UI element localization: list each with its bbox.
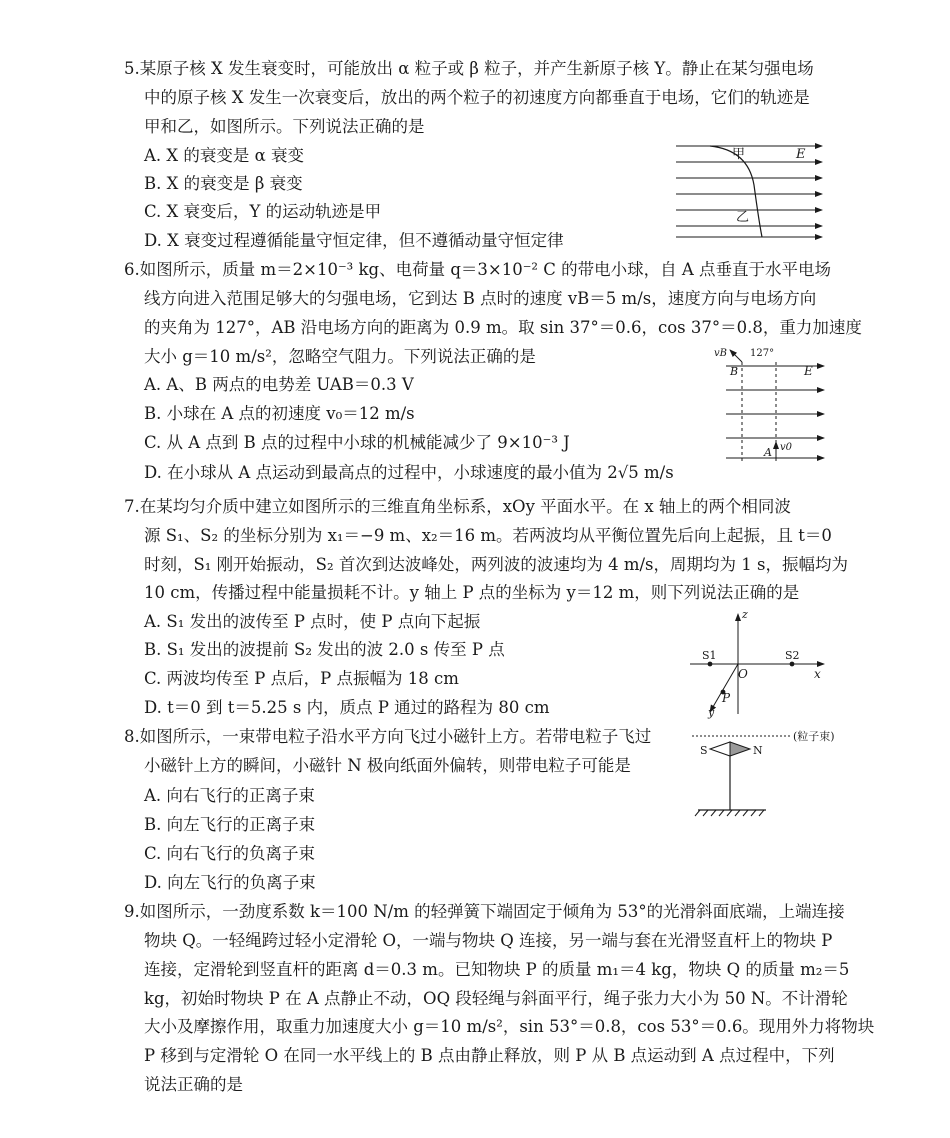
q5-stem-line-1: 5.某原子核 X 发生衰变时，可能放出 α 粒子或 β 粒子，并产生新原子核 Y。静止在某匀强电场 bbox=[124, 59, 814, 78]
label-s1: S1 bbox=[702, 649, 717, 662]
q5-option-a[interactable]: A. X 的衰变是 α 衰变 bbox=[144, 146, 305, 165]
q5-stem-line-3: 甲和乙，如图所示。下列说法正确的是 bbox=[144, 117, 425, 136]
q5-figure bbox=[676, 140, 828, 242]
velocity-b-arrow bbox=[730, 350, 742, 362]
label-jia: 甲 bbox=[732, 147, 746, 162]
label-o: O bbox=[738, 667, 748, 681]
q6-stem-line-3: 的夹角为 127°，AB 沿电场方向的距离为 0.9 m。取 sin 37°＝0.6，cos 37°＝0.8，重力加速度 bbox=[144, 318, 862, 337]
label-a: A bbox=[764, 446, 772, 459]
label-e: E bbox=[796, 147, 806, 162]
q5-option-b[interactable]: B. X 的衰变是 β 衰变 bbox=[144, 174, 303, 193]
label-n: N bbox=[753, 744, 763, 757]
label-s: S bbox=[700, 744, 708, 757]
q9-stem-line-1: 9.如图所示，一劲度系数 k＝100 N/m 的轻弹簧下端固定于倾角为 53°的光滑斜面底端，上端连接 bbox=[124, 902, 845, 921]
q7-stem-line-1: 7.在某均匀介质中建立如图所示的三维直角坐标系，xOy 平面水平。在 x 轴上的两个相同波 bbox=[124, 497, 791, 516]
label-yi: 乙 bbox=[736, 210, 750, 225]
q6-stem-line-1: 6.如图所示，质量 m＝2×10⁻³ kg、电荷量 q＝3×10⁻² C 的带电小球，自 A 点垂直于水平电场 bbox=[124, 260, 832, 279]
q8-option-b[interactable]: B. 向左飞行的正离子束 bbox=[144, 815, 316, 834]
q6-option-b[interactable]: B. 小球在 A 点的初速度 v₀＝12 m/s bbox=[144, 404, 415, 423]
q7-option-a[interactable]: A. S₁ 发出的波传至 P 点时，使 P 点向下起振 bbox=[144, 612, 481, 631]
q8-option-c[interactable]: C. 向右飞行的负离子束 bbox=[144, 844, 316, 863]
label-z: z bbox=[742, 608, 748, 621]
needle-n-half bbox=[730, 742, 750, 756]
q9-stem-line-7: 说法正确的是 bbox=[144, 1075, 243, 1094]
label-b: B bbox=[730, 365, 739, 378]
q6-stem-line-2: 线方向进入范围足够大的匀强电场，它到达 B 点时的速度 vB＝5 m/s，速度方向与电场方向 bbox=[144, 289, 817, 308]
label-v0: v0 bbox=[780, 442, 793, 453]
q6-stem-line-4: 大小 g＝10 m/s²，忽略空气阻力。下列说法正确的是 bbox=[144, 347, 536, 366]
s2-point bbox=[790, 662, 795, 667]
q8-figure bbox=[690, 726, 835, 820]
q6-figure bbox=[712, 344, 830, 464]
q7-stem-line-3: 时刻，S₁ 刚开始振动，S₂ 首次到达波峰处，两列波的波速均为 4 m/s，周期均为 1 s，振幅均为 bbox=[144, 555, 848, 574]
ground-hatch bbox=[695, 810, 764, 816]
q9-stem-line-6: P 移到与定滑轮 O 在同一水平线上的 B 点由静止释放，则 P 从 B 点运动到 A 点过程中，下列 bbox=[144, 1046, 835, 1065]
q9-stem-line-2: 物块 Q。一轻绳跨过轻小定滑轮 O，一端与物块 Q 连接，另一端与套在光滑竖直杆上的物块 P bbox=[144, 931, 833, 950]
q7-option-d[interactable]: D. t＝0 到 t＝5.25 s 内，质点 P 通过的路程为 80 cm bbox=[144, 698, 550, 717]
q9-stem-line-5: 大小及摩擦作用，取重力加速度大小 g＝10 m/s²，sin 53°＝0.8，cos 53°＝0.6。现用外力将物块 bbox=[144, 1017, 875, 1036]
q7-option-b[interactable]: B. S₁ 发出的波提前 S₂ 发出的波 2.0 s 传至 P 点 bbox=[144, 640, 505, 659]
s1-point bbox=[708, 662, 713, 667]
q8-stem-line-2: 小磁针上方的瞬间，小磁针 N 极向纸面外偏转，则带电粒子可能是 bbox=[144, 756, 631, 775]
q6-option-d[interactable]: D. 在小球从 A 点运动到最高点的过程中，小球速度的最小值为 2√5 m/s bbox=[144, 463, 674, 482]
q6-option-c[interactable]: C. 从 A 点到 B 点的过程中小球的机械能减少了 9×10⁻³ J bbox=[144, 433, 570, 452]
q8-stem-line-1: 8.如图所示，一束带电粒子沿水平方向飞过小磁针上方。若带电粒子飞过 bbox=[124, 727, 652, 746]
needle-s-half bbox=[710, 742, 730, 756]
q5-stem-line-2: 中的原子核 X 发生一次衰变后，放出的两个粒子的初速度方向都垂直于电场，它们的轨迹是 bbox=[144, 88, 810, 107]
q9-stem-line-3: 连接，定滑轮到竖直杆的距离 d＝0.3 m。已知物块 P 的质量 m₁＝4 kg，物块 Q 的质量 m₂＝5 bbox=[144, 960, 850, 979]
q5-option-d[interactable]: D. X 衰变过程遵循能量守恒定律，但不遵循动量守恒定律 bbox=[144, 231, 564, 250]
label-angle: 127° bbox=[750, 348, 775, 359]
label-vb: vB bbox=[714, 348, 727, 359]
q8-option-d[interactable]: D. 向左飞行的负离子束 bbox=[144, 873, 316, 892]
q7-figure bbox=[690, 606, 830, 718]
q5-option-c[interactable]: C. X 衰变后，Y 的运动轨迹是甲 bbox=[144, 202, 382, 221]
q7-stem-line-4: 10 cm，传播过程中能量损耗不计。y 轴上 P 点的坐标为 y＝12 m，则下列说法正确的是 bbox=[144, 583, 800, 602]
q7-stem-line-2: 源 S₁、S₂ 的坐标分别为 x₁＝−9 m、x₂＝16 m。若两波均从平衡位置先后向上起振，且 t＝0 bbox=[144, 526, 832, 545]
label-s2: S2 bbox=[785, 649, 800, 662]
q9-stem-line-4: kg，初始时物块 P 在 A 点静止不动，OQ 段轻绳与斜面平行，绳子张力大小为 50 N。不计滑轮 bbox=[144, 989, 848, 1008]
label-y: y bbox=[708, 706, 715, 719]
label-p: P bbox=[722, 691, 731, 705]
q7-option-c[interactable]: C. 两波均传至 P 点后，P 点振幅为 18 cm bbox=[144, 669, 459, 688]
label-e: E bbox=[804, 364, 813, 378]
label-x: x bbox=[814, 667, 821, 681]
label-beam: (粒子束) bbox=[793, 730, 835, 743]
q6-option-a[interactable]: A. A、B 两点的电势差 UAB＝0.3 V bbox=[144, 375, 414, 394]
q8-option-a[interactable]: A. 向右飞行的正离子束 bbox=[144, 786, 315, 805]
